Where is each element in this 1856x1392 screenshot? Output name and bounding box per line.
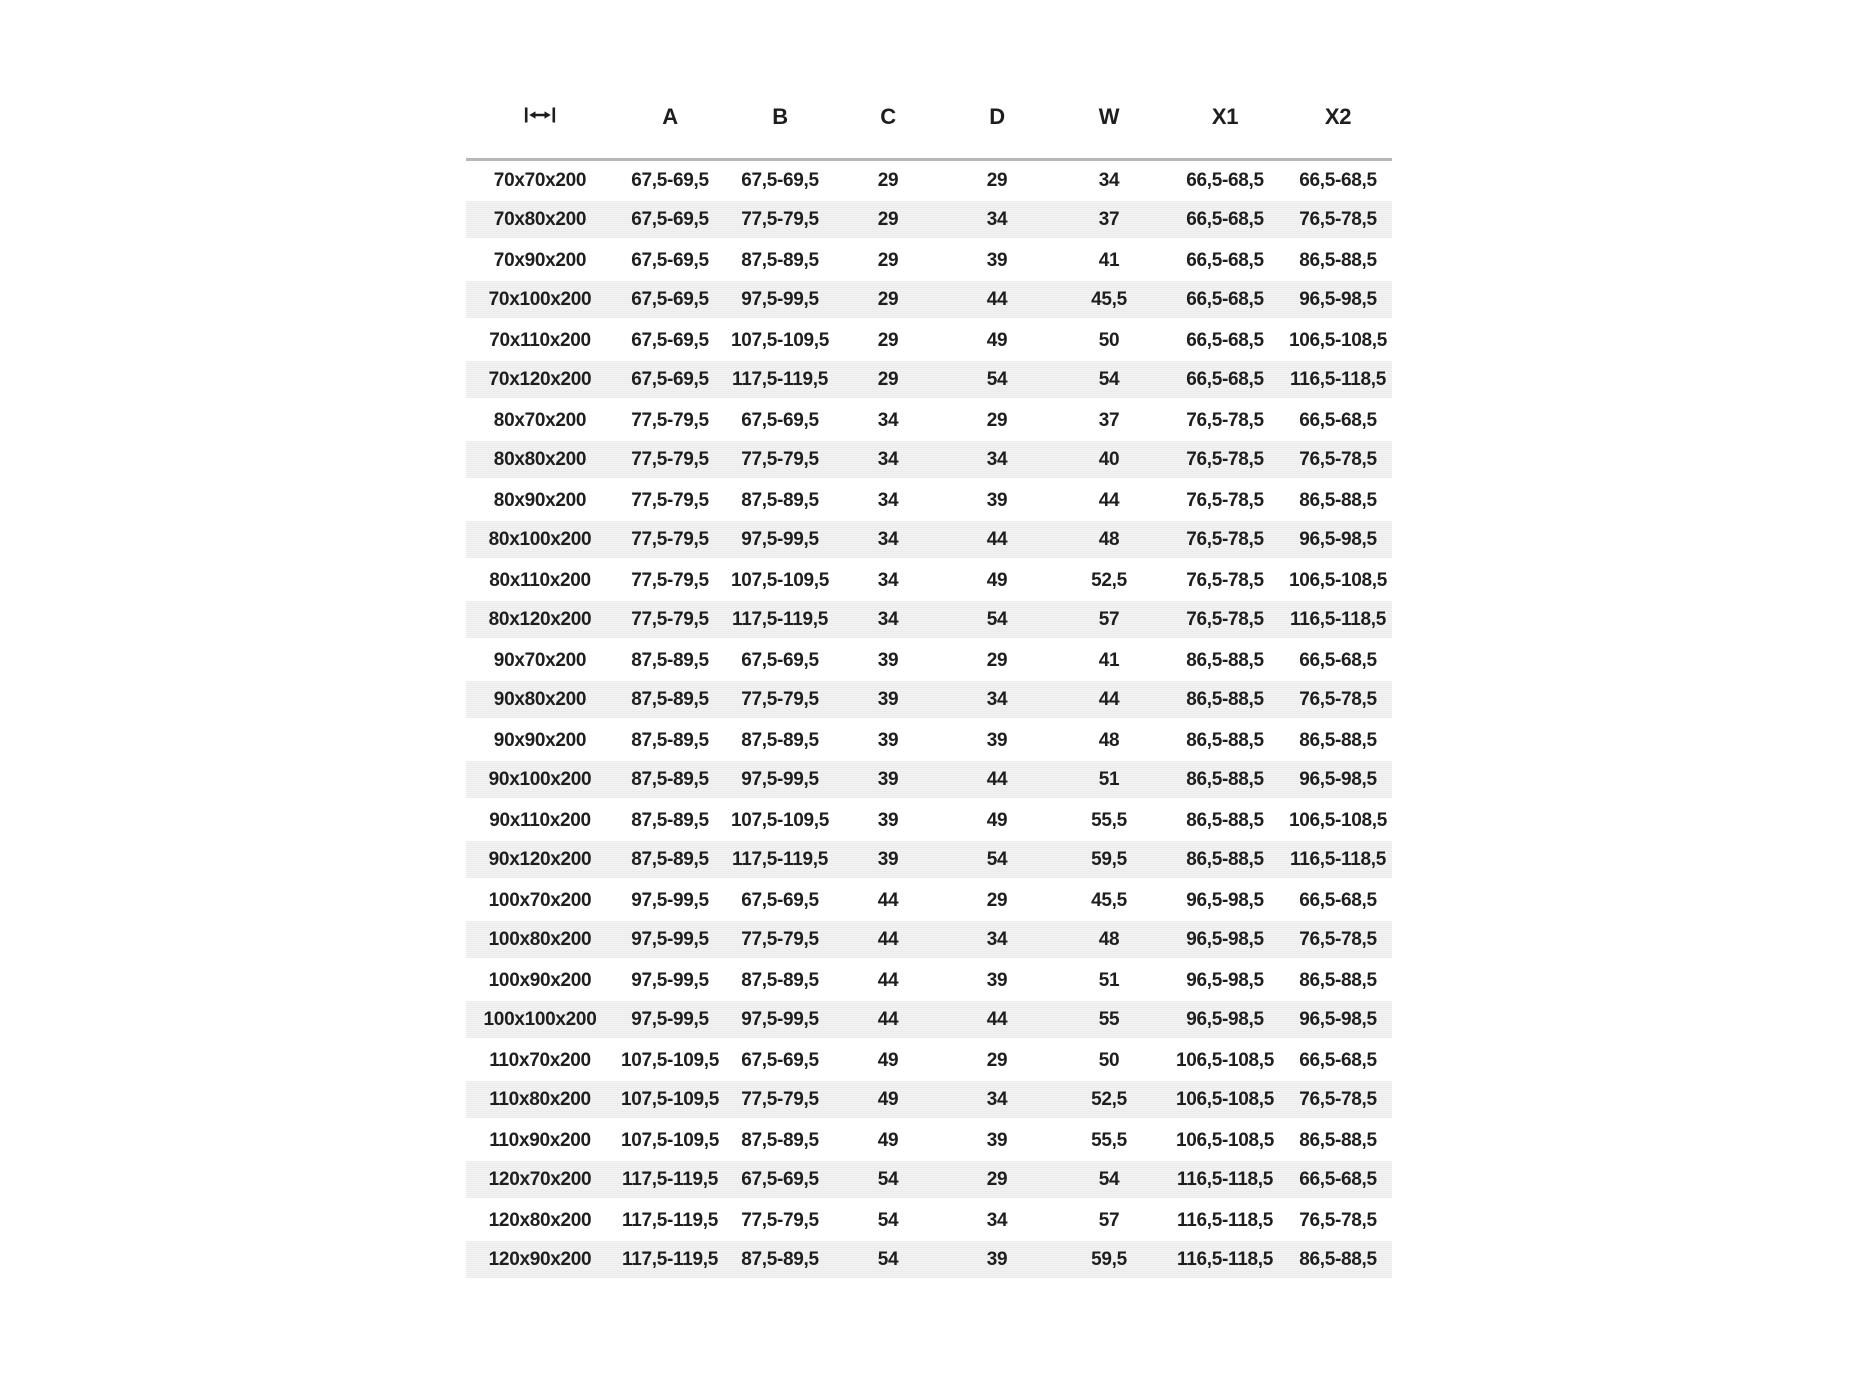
- table-cell: 106,5-108,5: [1175, 1050, 1275, 1071]
- table-cell: 106,5-108,5: [1175, 1130, 1275, 1151]
- table-cell: 86,5-88,5: [1299, 970, 1377, 991]
- table-cell: 67,5-69,5: [631, 330, 709, 351]
- table-row: [466, 1201, 1392, 1241]
- table-cell: 54: [1098, 1168, 1120, 1190]
- table-cell: 29: [877, 368, 899, 390]
- table-cell: 87,5-89,5: [631, 768, 709, 790]
- table-cell: 76,5-78,5: [1186, 608, 1264, 630]
- table-cell: 77,5-79,5: [741, 928, 819, 950]
- row-size-label: 100x100x200: [483, 1008, 597, 1030]
- table-cell: 67,5-69,5: [741, 170, 819, 191]
- table-cell: 117,5-119,5: [621, 1248, 719, 1270]
- row-size-label: 70x90x200: [493, 250, 587, 271]
- table-cell: 37: [1098, 208, 1120, 230]
- table-cell: 117,5-119,5: [731, 848, 829, 870]
- table-cell: 76,5-78,5: [1186, 528, 1264, 550]
- table-cell: 67,5-69,5: [741, 1050, 819, 1071]
- table-cell: 41: [1098, 250, 1120, 271]
- table-cell: 86,5-88,5: [1299, 250, 1377, 271]
- table-cell: 77,5-79,5: [631, 528, 709, 550]
- table-cell: 59,5: [1091, 848, 1127, 870]
- table-cell: 50: [1098, 330, 1120, 351]
- table-cell: 52,5: [1091, 570, 1127, 591]
- table-cell: 87,5-89,5: [631, 688, 709, 710]
- table-row: [466, 161, 1392, 201]
- table-cell: 116,5-118,5: [1289, 368, 1387, 390]
- table-cell: 106,5-108,5: [1288, 330, 1388, 351]
- table-cell: 49: [986, 810, 1008, 831]
- table-cell: 66,5-68,5: [1186, 288, 1264, 310]
- table-cell: 66,5-68,5: [1186, 208, 1264, 230]
- table-cell: 51: [1098, 768, 1120, 790]
- table-cell: 44: [877, 1008, 899, 1030]
- table-row: [466, 401, 1392, 441]
- row-size-label: 70x80x200: [493, 208, 587, 230]
- table-cell: 87,5-89,5: [741, 1248, 819, 1270]
- table-cell: 86,5-88,5: [1299, 1248, 1377, 1270]
- table-cell: 117,5-119,5: [621, 1168, 719, 1190]
- table-cell: 57: [1098, 608, 1120, 630]
- row-size-label: 120x70x200: [488, 1168, 592, 1190]
- table-cell: 67,5-69,5: [741, 890, 819, 911]
- table-cell: 86,5-88,5: [1299, 1130, 1377, 1151]
- table-cell: 50: [1098, 1050, 1120, 1071]
- table-cell: 86,5-88,5: [1186, 650, 1264, 671]
- table-cell: 117,5-119,5: [731, 368, 829, 390]
- table-cell: 66,5-68,5: [1299, 170, 1377, 191]
- table-row: [466, 281, 1392, 321]
- table-row: [466, 241, 1392, 281]
- table-row: [466, 201, 1392, 241]
- row-size-label: 70x110x200: [489, 330, 591, 351]
- table-cell: 54: [986, 848, 1008, 870]
- table-cell: 66,5-68,5: [1186, 330, 1264, 351]
- table-cell: 67,5-69,5: [631, 288, 709, 310]
- row-size-label: 90x70x200: [493, 650, 587, 671]
- table-cell: 97,5-99,5: [631, 928, 709, 950]
- table-cell: 96,5-98,5: [1299, 768, 1377, 790]
- table-cell: 40: [1098, 448, 1120, 470]
- table-cell: 34: [877, 608, 899, 630]
- table-cell: 76,5-78,5: [1299, 208, 1377, 230]
- table-cell: 77,5-79,5: [631, 490, 709, 511]
- table-cell: 107,5-109,5: [620, 1130, 720, 1151]
- table-cell: 86,5-88,5: [1299, 730, 1377, 751]
- table-cell: 29: [986, 170, 1008, 191]
- table-cell: 39: [877, 810, 899, 831]
- table-cell: 76,5-78,5: [1299, 688, 1377, 710]
- table-row: [466, 561, 1392, 601]
- table-cell: 76,5-78,5: [1299, 448, 1377, 470]
- table-cell: 87,5-89,5: [741, 1130, 819, 1151]
- table-cell: 117,5-119,5: [621, 1210, 719, 1231]
- table-cell: 76,5-78,5: [1299, 1210, 1377, 1231]
- table-cell: 77,5-79,5: [741, 1210, 819, 1231]
- row-size-label: 90x110x200: [489, 810, 591, 831]
- table-cell: 86,5-88,5: [1186, 768, 1264, 790]
- table-cell: 96,5-98,5: [1299, 1008, 1377, 1030]
- table-cell: 96,5-98,5: [1186, 928, 1264, 950]
- table-cell: 34: [986, 1210, 1008, 1231]
- table-cell: 66,5-68,5: [1299, 410, 1377, 431]
- table-row: [466, 441, 1392, 481]
- table-row: [466, 1001, 1392, 1041]
- table-cell: 39: [877, 650, 899, 671]
- table-cell: 107,5-109,5: [730, 330, 830, 351]
- table-row: [466, 641, 1392, 681]
- table-cell: 39: [877, 688, 899, 710]
- table-cell: 55,5: [1091, 810, 1127, 831]
- table-cell: 44: [986, 528, 1008, 550]
- table-cell: 106,5-108,5: [1175, 1088, 1275, 1110]
- table-header-row: [466, 88, 1392, 161]
- table-cell: 48: [1098, 730, 1120, 751]
- table-cell: 54: [986, 368, 1008, 390]
- table-cell: 34: [1098, 170, 1120, 191]
- table-cell: 76,5-78,5: [1186, 410, 1264, 431]
- size-column-header: [466, 106, 614, 141]
- row-size-label: 110x70x200: [489, 1050, 591, 1071]
- table-row: [466, 761, 1392, 801]
- column-header-c: C: [880, 104, 896, 129]
- table-body: [466, 161, 1392, 1281]
- table-row: [466, 881, 1392, 921]
- table-row: [466, 601, 1392, 641]
- table-cell: 87,5-89,5: [631, 848, 709, 870]
- table-cell: 34: [877, 490, 899, 511]
- table-cell: 67,5-69,5: [631, 250, 709, 271]
- table-cell: 29: [986, 890, 1008, 911]
- table-cell: 67,5-69,5: [741, 650, 819, 671]
- table-row: [466, 1041, 1392, 1081]
- table-cell: 37: [1098, 410, 1120, 431]
- table-cell: 34: [986, 928, 1008, 950]
- dimensions-table: [466, 88, 1392, 1281]
- table-cell: 116,5-118,5: [1289, 848, 1387, 870]
- table-cell: 29: [877, 208, 899, 230]
- table-cell: 116,5-118,5: [1176, 1248, 1274, 1270]
- table-cell: 34: [986, 448, 1008, 470]
- table-cell: 66,5-68,5: [1299, 1050, 1377, 1071]
- table-cell: 76,5-78,5: [1186, 448, 1264, 470]
- table-cell: 29: [877, 170, 899, 191]
- table-row: [466, 801, 1392, 841]
- table-cell: 87,5-89,5: [631, 810, 709, 831]
- table-cell: 44: [877, 970, 899, 991]
- table-cell: 96,5-98,5: [1299, 528, 1377, 550]
- table-cell: 54: [877, 1210, 899, 1231]
- table-cell: 117,5-119,5: [731, 608, 829, 630]
- table-cell: 96,5-98,5: [1186, 1008, 1264, 1030]
- table-cell: 67,5-69,5: [631, 368, 709, 390]
- table-cell: 106,5-108,5: [1288, 570, 1388, 591]
- table-cell: 55: [1098, 1008, 1120, 1030]
- row-size-label: 100x80x200: [488, 928, 592, 950]
- column-header-b: B: [772, 104, 788, 129]
- table-cell: 66,5-68,5: [1299, 890, 1377, 911]
- table-cell: 54: [986, 608, 1008, 630]
- table-cell: 34: [986, 1088, 1008, 1110]
- row-size-label: 80x110x200: [489, 570, 591, 591]
- table-row: [466, 481, 1392, 521]
- table-cell: 44: [1098, 490, 1120, 511]
- table-cell: 59,5: [1091, 1248, 1127, 1270]
- table-cell: 77,5-79,5: [741, 1088, 819, 1110]
- table-cell: 97,5-99,5: [631, 890, 709, 911]
- table-row: [466, 1081, 1392, 1121]
- column-header-w: W: [1098, 104, 1120, 129]
- row-size-label: 90x100x200: [488, 768, 592, 790]
- row-size-label: 100x70x200: [488, 890, 592, 911]
- table-cell: 44: [986, 1008, 1008, 1030]
- table-cell: 34: [877, 410, 899, 431]
- table-cell: 66,5-68,5: [1186, 368, 1264, 390]
- row-size-label: 80x120x200: [488, 608, 592, 630]
- table-cell: 66,5-68,5: [1186, 250, 1264, 271]
- table-cell: 51: [1098, 970, 1120, 991]
- table-cell: 29: [877, 288, 899, 310]
- table-cell: 97,5-99,5: [741, 288, 819, 310]
- table-cell: 54: [877, 1168, 899, 1190]
- table-cell: 77,5-79,5: [631, 410, 709, 431]
- row-size-label: 70x120x200: [488, 368, 592, 390]
- table-cell: 44: [1098, 688, 1120, 710]
- table-row: [466, 1121, 1392, 1161]
- row-size-label: 70x70x200: [493, 170, 587, 191]
- column-header-a: A: [662, 104, 678, 129]
- table-cell: 96,5-98,5: [1186, 970, 1264, 991]
- table-cell: 97,5-99,5: [631, 1008, 709, 1030]
- table-cell: 77,5-79,5: [741, 688, 819, 710]
- row-size-label: 80x70x200: [493, 410, 587, 431]
- table-row: [466, 961, 1392, 1001]
- table-cell: 44: [986, 768, 1008, 790]
- table-row: [466, 921, 1392, 961]
- row-size-label: 70x100x200: [488, 288, 592, 310]
- table-cell: 44: [877, 890, 899, 911]
- table-cell: 86,5-88,5: [1186, 810, 1264, 831]
- table-cell: 44: [986, 288, 1008, 310]
- table-cell: 45,5: [1091, 288, 1127, 310]
- table-cell: 39: [877, 768, 899, 790]
- table-cell: 76,5-78,5: [1299, 1088, 1377, 1110]
- table-cell: 107,5-109,5: [730, 810, 830, 831]
- table-cell: 87,5-89,5: [741, 490, 819, 511]
- table-row: [466, 321, 1392, 361]
- row-size-label: 110x90x200: [489, 1130, 591, 1151]
- row-size-label: 90x80x200: [493, 688, 587, 710]
- table-cell: 39: [986, 730, 1008, 751]
- table-cell: 39: [986, 970, 1008, 991]
- row-size-label: 110x80x200: [489, 1088, 591, 1110]
- table-cell: 39: [986, 1248, 1008, 1270]
- table-cell: 106,5-108,5: [1288, 810, 1388, 831]
- table-row: [466, 521, 1392, 561]
- row-size-label: 100x90x200: [488, 970, 592, 991]
- table-cell: 96,5-98,5: [1186, 890, 1264, 911]
- table-cell: 44: [877, 928, 899, 950]
- table-cell: 97,5-99,5: [741, 528, 819, 550]
- table-cell: 39: [986, 250, 1008, 271]
- table-cell: 49: [877, 1050, 899, 1071]
- table-cell: 116,5-118,5: [1289, 608, 1387, 630]
- column-header-d: D: [989, 104, 1005, 129]
- table-cell: 87,5-89,5: [631, 730, 709, 751]
- table-cell: 66,5-68,5: [1186, 170, 1264, 191]
- table-cell: 77,5-79,5: [741, 448, 819, 470]
- row-size-label: 80x90x200: [493, 490, 587, 511]
- row-size-label: 90x120x200: [488, 848, 592, 870]
- table-cell: 34: [877, 528, 899, 550]
- table-cell: 49: [877, 1088, 899, 1110]
- table-cell: 86,5-88,5: [1186, 730, 1264, 751]
- row-size-label: 120x90x200: [488, 1248, 592, 1270]
- table-cell: 54: [1098, 368, 1120, 390]
- table-cell: 52,5: [1091, 1088, 1127, 1110]
- table-cell: 29: [877, 250, 899, 271]
- table-cell: 55,5: [1091, 1130, 1127, 1151]
- table-cell: 41: [1098, 650, 1120, 671]
- row-size-label: 120x80x200: [488, 1210, 592, 1231]
- table-cell: 54: [877, 1248, 899, 1270]
- table-cell: 86,5-88,5: [1299, 490, 1377, 511]
- table-cell: 67,5-69,5: [631, 208, 709, 230]
- table-cell: 97,5-99,5: [741, 1008, 819, 1030]
- row-size-label: 80x80x200: [493, 448, 587, 470]
- table-cell: 34: [986, 208, 1008, 230]
- table-cell: 48: [1098, 928, 1120, 950]
- table-cell: 29: [986, 650, 1008, 671]
- column-header-x1: X1: [1211, 104, 1239, 129]
- table-cell: 87,5-89,5: [741, 250, 819, 271]
- table-cell: 116,5-118,5: [1176, 1210, 1274, 1231]
- table-cell: 39: [877, 848, 899, 870]
- table-cell: 107,5-109,5: [730, 570, 830, 591]
- table-cell: 49: [877, 1130, 899, 1151]
- table-cell: 107,5-109,5: [620, 1050, 720, 1071]
- table-cell: 77,5-79,5: [631, 448, 709, 470]
- table-cell: 86,5-88,5: [1186, 688, 1264, 710]
- table-cell: 34: [986, 688, 1008, 710]
- table-cell: 29: [986, 410, 1008, 431]
- table-cell: 45,5: [1091, 890, 1127, 911]
- table-cell: 39: [986, 490, 1008, 511]
- table-row: [466, 721, 1392, 761]
- table-cell: 97,5-99,5: [741, 768, 819, 790]
- table-cell: 29: [986, 1168, 1008, 1190]
- table-cell: 76,5-78,5: [1186, 490, 1264, 511]
- column-header-x2: X2: [1324, 104, 1352, 129]
- table-cell: 77,5-79,5: [741, 208, 819, 230]
- table-cell: 34: [877, 448, 899, 470]
- table-cell: 67,5-69,5: [631, 170, 709, 191]
- table-row: [466, 361, 1392, 401]
- table-cell: 34: [877, 570, 899, 591]
- row-size-label: 90x90x200: [493, 730, 587, 751]
- table-cell: 87,5-89,5: [741, 970, 819, 991]
- row-size-label: 80x100x200: [488, 528, 592, 550]
- table-cell: 66,5-68,5: [1299, 1168, 1377, 1190]
- table-cell: 86,5-88,5: [1186, 848, 1264, 870]
- width-dimension-icon: [524, 106, 556, 129]
- table-cell: 48: [1098, 528, 1120, 550]
- table-cell: 97,5-99,5: [631, 970, 709, 991]
- table-cell: 66,5-68,5: [1299, 650, 1377, 671]
- table-cell: 39: [986, 1130, 1008, 1151]
- table-cell: 39: [877, 730, 899, 751]
- table-cell: 29: [986, 1050, 1008, 1071]
- table-row: [466, 1161, 1392, 1201]
- table-cell: 49: [986, 330, 1008, 351]
- table-row: [466, 681, 1392, 721]
- table-cell: 87,5-89,5: [631, 650, 709, 671]
- table-cell: 87,5-89,5: [741, 730, 819, 751]
- table-cell: 57: [1098, 1210, 1120, 1231]
- table-cell: 67,5-69,5: [741, 410, 819, 431]
- table-cell: 76,5-78,5: [1299, 928, 1377, 950]
- table-cell: 67,5-69,5: [741, 1168, 819, 1190]
- table-row: [466, 841, 1392, 881]
- table-cell: 96,5-98,5: [1299, 288, 1377, 310]
- table-row: [466, 1241, 1392, 1281]
- table-cell: 107,5-109,5: [620, 1088, 720, 1110]
- table-cell: 76,5-78,5: [1186, 570, 1264, 591]
- table-cell: 77,5-79,5: [631, 608, 709, 630]
- table-cell: 29: [877, 330, 899, 351]
- table-cell: 77,5-79,5: [631, 570, 709, 591]
- table-cell: 49: [986, 570, 1008, 591]
- table-cell: 116,5-118,5: [1176, 1168, 1274, 1190]
